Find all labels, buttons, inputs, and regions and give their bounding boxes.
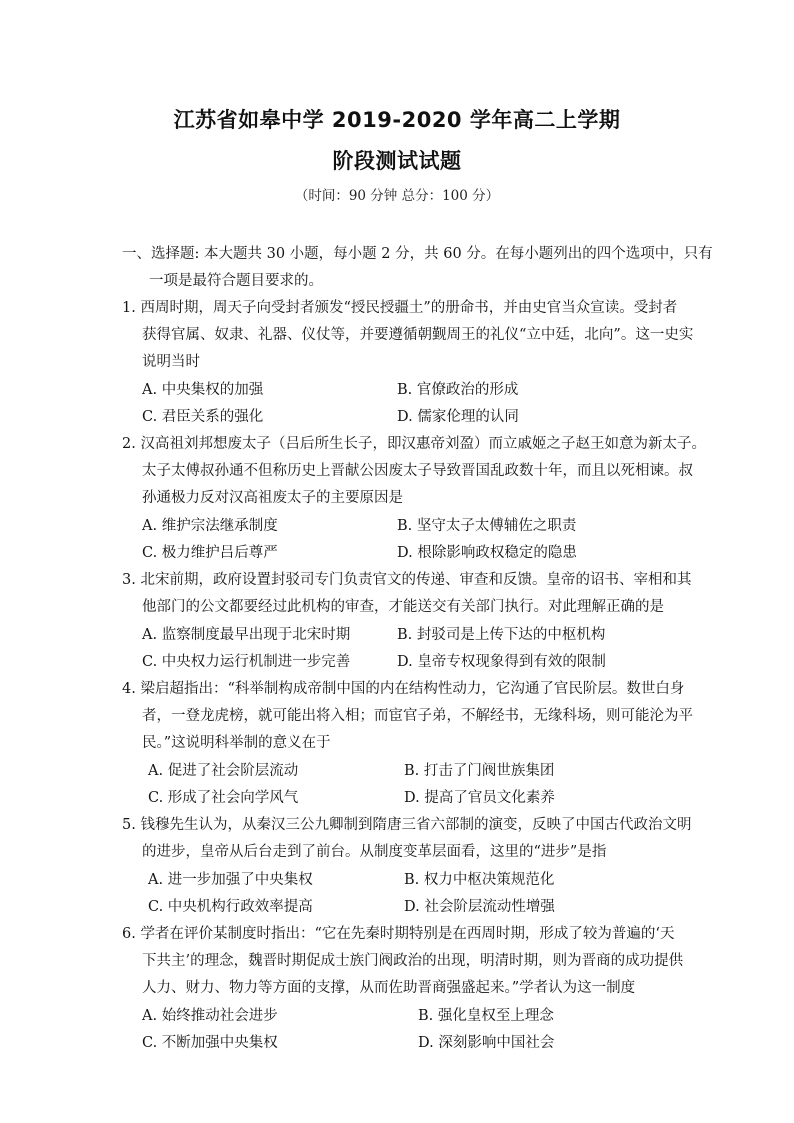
question-text-line: 人力、财力、物力等方面的支撑，从而佐助晋商强盛起来。”学者认为这一制度 [142,980,636,996]
question-text-line: 4. 梁启超指出：“科举制构成帝制中国的内在结构性动力，它沟通了官民阶层。数世白身 [122,681,685,697]
question-text-line: 说明当时 [142,354,200,370]
option-a: A. 促进了社会阶层流动 [148,763,299,779]
option-d: D. 根除影响政权稳定的隐患 [397,545,577,561]
option-d: D. 皇帝专权现象得到有效的限制 [397,654,606,670]
option-c: C. 君臣关系的强化 [142,409,264,425]
option-b: B. 官僚政治的形成 [397,382,519,398]
section-instructions-line-2: 一项是最符合题目要求的。 [149,273,323,289]
option-a: A. 中央集权的加强 [142,382,264,398]
question-text-line: 太子太傅叔孙通不但称历史上晋献公因废太子导致晋国乱政数十年，而且以死相谏。叔 [142,463,693,479]
exam-title: 江苏省如皋中学 2019-2020 学年高二上学期 [173,108,621,132]
question-text-line: 他部门的公文都要经过此机构的审查，才能送交有关部门执行。对此理解正确的是 [142,599,664,615]
question-text-line: 孙通极力反对汉高祖废太子的主要原因是 [142,490,403,506]
option-b: B. 打击了门阀世族集团 [404,763,555,779]
option-c: C. 中央机构行政效率提高 [148,899,313,915]
option-d: D. 提高了官员文化素养 [404,790,555,806]
option-c: C. 形成了社会向学风气 [148,790,299,806]
question-text-line: 5. 钱穆先生认为，从秦汉三公九卿制到隋唐三省六部制的演变，反映了中国古代政治文明 [122,817,692,833]
option-d: D. 社会阶层流动性增强 [404,899,555,915]
section-instructions-line-1: 一、选择题: 本大题共 30 小题，每小题 2 分，共 60 分。在每小题列出的四个选项中，只有 [122,246,713,262]
option-a: A. 监察制度最早出现于北宋时期 [142,627,351,643]
option-b: B. 强化皇权至上理念 [418,1008,554,1024]
option-b: B. 坚守太子太傅辅佐之职责 [397,518,577,534]
option-b: B. 权力中枢决策规范化 [404,872,555,888]
question-text-line: 民。”这说明科举制的意义在于 [142,735,331,751]
option-a: A. 维护宗法继承制度 [142,518,278,534]
question-text-line: 6. 学者在评价某制度时指出：“它在先秦时期特别是在西周时期，形成了较为普遍的‘天 [122,926,675,942]
option-a: A. 始终推动社会进步 [142,1008,278,1024]
question-text-line: 获得官属、奴隶、礼器、仪仗等，并要遵循朝觐周王的礼仪“立中廷，北向”。这一史实 [142,327,694,343]
question-text-line: 下共主’的理念，魏晋时期促成士族门阀政治的出现，明清时期，则为晋商的成功提供 [142,953,684,969]
option-c: C. 中央权力运行机制进一步完善 [142,654,351,670]
option-a: A. 进一步加强了中央集权 [148,872,313,888]
option-c: C. 极力维护吕后尊严 [142,545,278,561]
exam-time-score: （时间：90 分钟 总分：100 分） [294,188,500,204]
question-text-line: 者，一登龙虎榜，就可能出将入相；而宦官子弟，不解经书，无缘科场，则可能沦为平 [142,708,693,724]
option-c: C. 不断加强中央集权 [142,1035,278,1051]
option-b: B. 封驳司是上传下达的中枢机构 [397,627,606,643]
question-text-line: 2. 汉高祖刘邦想废太子（吕后所生长子，即汉惠帝刘盈）而立戚姬之子赵王如意为新太子。 [122,436,706,452]
option-d: D. 深刻影响中国社会 [418,1035,555,1051]
option-d: D. 儒家伦理的认同 [397,409,519,425]
question-text-line: 1. 西周时期，周天子向受封者颁发“授民授疆土”的册命书，并由史官当众宣读。受封者 [122,300,678,316]
exam-subtitle: 阶段测试试题 [332,149,462,173]
question-text-line: 3. 北宋前期，政府设置封驳司专门负责官文的传递、审查和反馈。皇帝的诏书、宰相和其 [122,572,692,588]
question-text-line: 的进步，皇帝从后台走到了前台。从制度变革层面看，这里的“进步”是指 [142,844,607,860]
